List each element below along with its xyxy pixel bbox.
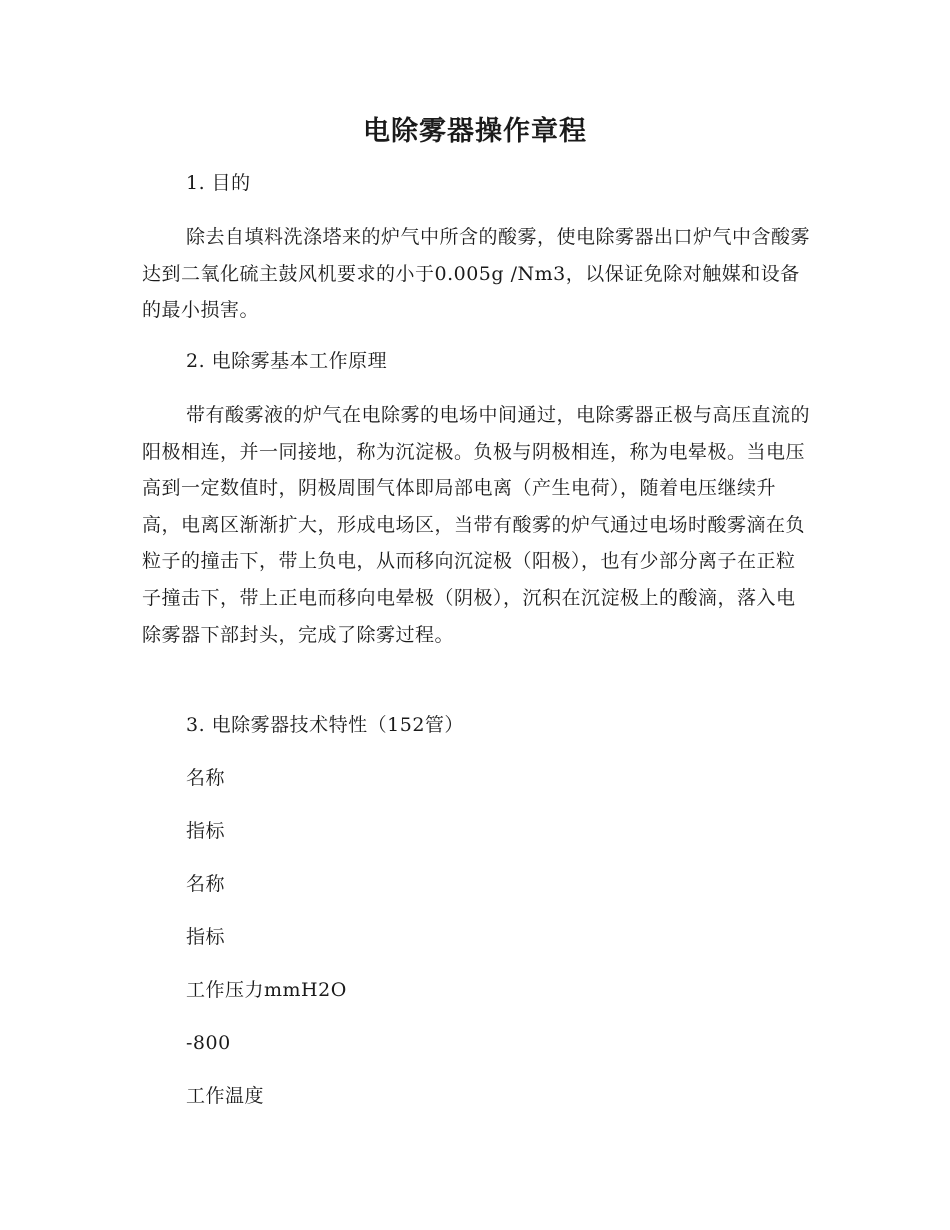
spec-item: 名称 <box>186 873 226 895</box>
spec-item: 名称 <box>186 767 226 789</box>
spec-item: 工作温度 <box>186 1085 265 1107</box>
document-title: 电除雾器操作章程 <box>363 116 587 147</box>
spec-item: -800 <box>186 1032 231 1054</box>
section-heading-specs: 3. 电除雾器技术特性（152管） <box>186 714 464 736</box>
section-heading-principle: 2. 电除雾基本工作原理 <box>186 350 388 372</box>
section-paragraph-purpose: 除去自填料洗涤塔来的炉气中所含的酸雾，使电除雾器出口炉气中含酸雾达到二氧化硫主鼓风机要求的小于0.005g /Nm3，以保证免除对触媒和设备的最小损害。 <box>142 226 811 322</box>
section-heading-purpose: 1. 目的 <box>186 172 251 194</box>
spec-item: 指标 <box>186 820 226 842</box>
section-paragraph-principle: 带有酸雾液的炉气在电除雾的电场中间通过，电除雾器正极与高压直流的阳极相连，并一同接地，称为沉淀极。负极与阴极相连，称为电晕极。当电压高到一定数值时，阴极周围气体即局部电离（产生电荷），随着电压继续升高，电离区渐渐扩大，形成电场区，当带有酸雾的炉气通过电场时酸雾滴在负粒子的撞击下，带上负电，从而移向沉淀极（阳极），也有少部分离子在正粒子撞击下，带上正电而移向电晕极（阴极），沉积在沉淀极上的酸滴，落入电除雾器下部封头，完成了除雾过程。 <box>142 404 811 646</box>
spec-item: 工作压力mmH2O <box>186 979 347 1001</box>
spec-item: 指标 <box>186 926 226 948</box>
